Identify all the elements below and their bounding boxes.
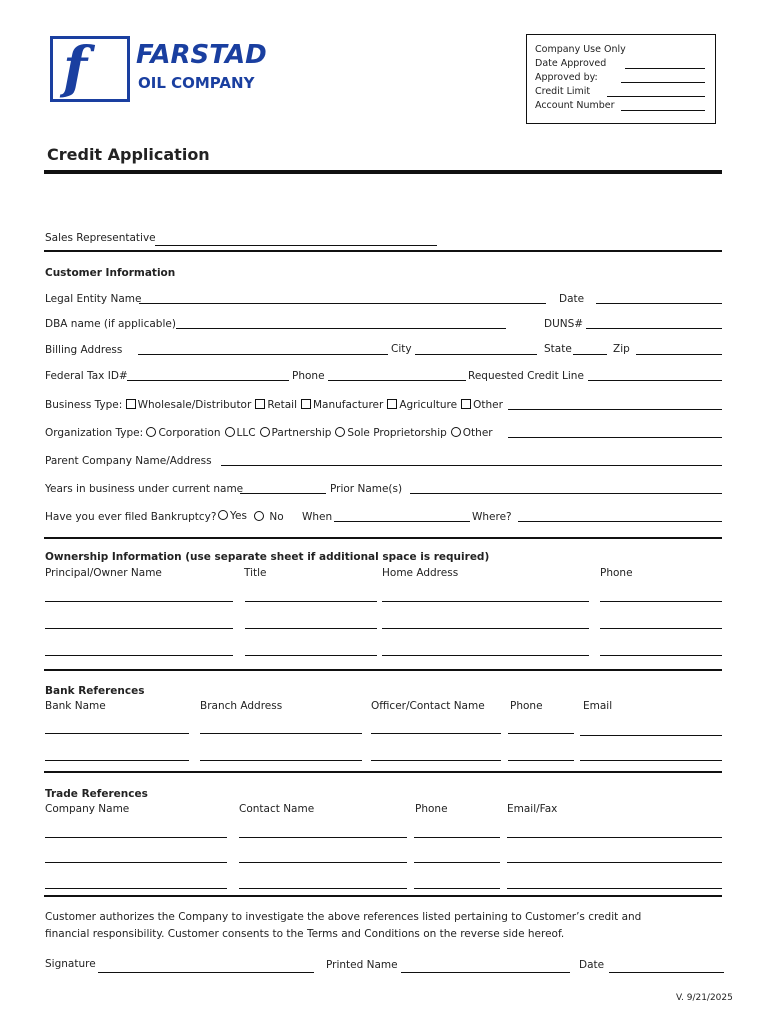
trade-field[interactable] [239, 888, 407, 889]
date-approved-label: Date Approved [535, 58, 607, 69]
parent-field[interactable] [221, 465, 722, 466]
company-use-title: Company Use Only [535, 44, 626, 55]
checkbox-icon [461, 399, 471, 409]
dba-label: DBA name (if applicable) [45, 318, 176, 330]
radio-icon [225, 427, 235, 437]
bank-field[interactable] [371, 760, 501, 761]
checkbox-icon [255, 399, 265, 409]
org-type-row [45, 427, 497, 439]
divider [44, 250, 722, 252]
bank-field[interactable] [580, 760, 722, 761]
phone-label: Phone [292, 370, 325, 382]
org-option-sole[interactable]: Sole Proprietorship [335, 427, 446, 439]
bank-col-branch: Branch Address [200, 700, 283, 712]
tax-id-field[interactable] [127, 380, 289, 381]
authorization-line1: Customer authorizes the Company to investigate the above references listed pertaining to Customer’s credit and [45, 911, 642, 923]
bankruptcy-label: Have you ever filed Bankruptcy? [45, 511, 217, 523]
bankruptcy-yes[interactable]: Yes [218, 510, 247, 522]
ownership-col-phone: Phone [600, 567, 633, 579]
state-label: State [544, 343, 572, 355]
date-approved-field[interactable] [625, 68, 705, 69]
trade-heading: Trade References [45, 788, 148, 800]
trade-field[interactable] [414, 837, 500, 838]
legal-entity-label: Legal Entity Name [45, 293, 142, 305]
owner-field[interactable] [45, 628, 233, 629]
account-number-label: Account Number [535, 100, 615, 111]
trade-field[interactable] [45, 888, 227, 889]
trade-field[interactable] [239, 862, 407, 863]
owner-field[interactable] [245, 628, 377, 629]
divider [44, 537, 722, 539]
org-other-field[interactable] [508, 437, 722, 438]
bank-field[interactable] [580, 735, 722, 736]
where-field[interactable] [518, 521, 722, 522]
where-label: Where? [472, 511, 512, 523]
logo-mark: f [50, 36, 130, 102]
org-type-label: Organization Type: [45, 427, 144, 439]
trade-field[interactable] [45, 862, 227, 863]
trade-field[interactable] [414, 862, 500, 863]
business-option-manufacturer[interactable]: Manufacturer [301, 399, 383, 411]
radio-icon [146, 427, 156, 437]
owner-field[interactable] [245, 655, 377, 656]
owner-field[interactable] [600, 628, 722, 629]
approved-by-label: Approved by: [535, 72, 598, 83]
signature-label: Signature [45, 958, 96, 970]
business-option-agriculture[interactable]: Agriculture [387, 399, 457, 411]
parent-label: Parent Company Name/Address [45, 455, 212, 467]
business-type-label: Business Type: [45, 399, 123, 411]
bank-field[interactable] [45, 760, 189, 761]
business-type-row [45, 399, 507, 411]
authorization-line2: financial responsibility. Customer consents to the Terms and Conditions on the reverse side hereof. [45, 928, 565, 940]
when-field[interactable] [334, 521, 470, 522]
zip-field[interactable] [636, 354, 722, 355]
radio-icon [260, 427, 270, 437]
checkbox-icon [126, 399, 136, 409]
business-option-wholesale[interactable]: Wholesale/Distributor [126, 399, 252, 411]
city-label: City [391, 343, 412, 355]
bank-field[interactable] [200, 733, 362, 734]
bank-field[interactable] [508, 760, 574, 761]
signature-date-field[interactable] [609, 972, 724, 973]
phone-field[interactable] [328, 380, 466, 381]
billing-label: Billing Address [45, 344, 123, 356]
printed-name-field[interactable] [401, 972, 570, 973]
duns-field[interactable] [586, 328, 722, 329]
radio-icon [218, 510, 228, 520]
bank-field[interactable] [45, 733, 189, 734]
state-field[interactable] [573, 354, 607, 355]
signature-date-label: Date [579, 959, 605, 971]
bank-heading: Bank References [45, 685, 145, 697]
title-rule [44, 170, 722, 174]
dba-field[interactable] [176, 328, 506, 329]
trade-field[interactable] [507, 862, 722, 863]
tax-id-label: Federal Tax ID# [45, 370, 128, 382]
business-option-other[interactable]: Other [461, 399, 503, 411]
trade-field[interactable] [507, 888, 722, 889]
business-other-field[interactable] [508, 409, 722, 410]
signature-field[interactable] [98, 972, 314, 973]
date-field[interactable] [596, 303, 722, 304]
years-field[interactable] [240, 493, 326, 494]
when-label: When [302, 511, 333, 523]
checkbox-icon [301, 399, 311, 409]
bank-col-name: Bank Name [45, 700, 106, 712]
trade-col-company: Company Name [45, 803, 130, 815]
business-option-retail[interactable]: Retail [255, 399, 297, 411]
prior-label: Prior Name(s) [330, 483, 403, 495]
bank-field[interactable] [371, 733, 501, 734]
trade-field[interactable] [239, 837, 407, 838]
owner-field[interactable] [45, 601, 233, 602]
page-title: Credit Application [47, 145, 210, 164]
org-option-llc[interactable]: LLC [225, 427, 256, 439]
divider [44, 669, 722, 671]
bankruptcy-no[interactable]: No [254, 511, 284, 523]
trade-field[interactable] [414, 888, 500, 889]
ownership-col-title: Title [244, 567, 267, 579]
radio-icon [451, 427, 461, 437]
prior-field[interactable] [410, 493, 722, 494]
trade-col-phone: Phone [415, 803, 448, 815]
credit-limit-field[interactable] [607, 96, 705, 97]
bank-field[interactable] [508, 733, 574, 734]
bank-field[interactable] [200, 760, 362, 761]
owner-field[interactable] [382, 655, 589, 656]
version-label: V. 9/21/2025 [676, 993, 733, 1003]
zip-label: Zip [613, 343, 630, 355]
billing-field[interactable] [138, 354, 388, 355]
org-option-corporation[interactable]: Corporation [146, 427, 220, 439]
ownership-col-address: Home Address [382, 567, 459, 579]
owner-field[interactable] [45, 655, 233, 656]
bank-col-email: Email [583, 700, 613, 712]
company-use-box [526, 34, 716, 124]
org-option-partnership[interactable]: Partnership [260, 427, 332, 439]
trade-field[interactable] [45, 837, 227, 838]
sales-rep-field[interactable] [155, 245, 437, 246]
radio-icon [335, 427, 345, 437]
approved-by-field[interactable] [621, 82, 705, 83]
trade-col-contact: Contact Name [239, 803, 315, 815]
credit-line-label: Requested Credit Line [468, 370, 584, 382]
date-label: Date [559, 293, 585, 305]
sales-rep-label: Sales Representative [45, 232, 156, 244]
org-option-other[interactable]: Other [451, 427, 493, 439]
checkbox-icon [387, 399, 397, 409]
trade-col-email: Email/Fax [507, 803, 558, 815]
owner-field[interactable] [245, 601, 377, 602]
owner-field[interactable] [600, 601, 722, 602]
duns-label: DUNS# [544, 318, 584, 330]
bank-col-phone: Phone [510, 700, 543, 712]
ownership-heading: Ownership Information (use separate sheet if additional space is required) [45, 551, 490, 563]
account-number-field[interactable] [621, 110, 705, 111]
city-field[interactable] [415, 354, 537, 355]
company-logo [50, 36, 290, 106]
years-label: Years in business under current name [45, 483, 244, 495]
owner-field[interactable] [382, 628, 589, 629]
trade-field[interactable] [507, 837, 722, 838]
divider [44, 771, 722, 773]
customer-heading: Customer Information [45, 267, 176, 279]
legal-entity-field[interactable] [139, 303, 546, 304]
bank-col-officer: Officer/Contact Name [371, 700, 485, 712]
owner-field[interactable] [382, 601, 589, 602]
credit-limit-label: Credit Limit [535, 86, 591, 97]
printed-name-label: Printed Name [326, 959, 398, 971]
owner-field[interactable] [600, 655, 722, 656]
logo-line1: FARSTAD [136, 40, 267, 70]
divider [44, 895, 722, 897]
logo-line2: OIL COMPANY [138, 74, 255, 92]
radio-icon [254, 511, 264, 521]
ownership-col-name: Principal/Owner Name [45, 567, 162, 579]
credit-line-field[interactable] [588, 380, 722, 381]
